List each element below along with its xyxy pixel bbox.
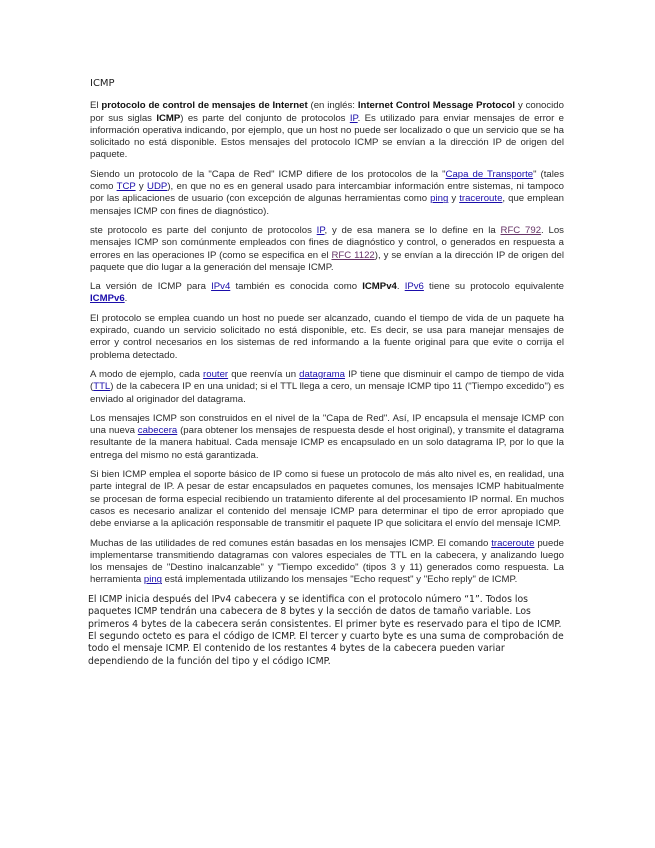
link-ipv4[interactable]: IPv4 [211, 281, 231, 293]
link-router[interactable]: router [203, 368, 229, 380]
link-ping[interactable]: ping [143, 574, 162, 586]
link-ip[interactable]: IP [316, 224, 325, 236]
link-traceroute[interactable]: traceroute [491, 537, 535, 549]
paragraph-example: A modo de ejemplo, cada router que reenvía un datagrama IP tiene que disminuir el campo de tiempo de vida (TTL) de la cabecera IP en una unidad; si el TTL llega a cero, un mensaje ICMP tipo 11 ("Tiempo excedido") es enviado al originador del datagrama. [90, 368, 564, 405]
link-udp[interactable]: UDP [147, 181, 168, 193]
link-datagrama[interactable]: datagrama [299, 368, 346, 380]
link-ping[interactable]: ping [430, 193, 449, 205]
link-tcp[interactable]: TCP [116, 181, 136, 193]
bold-term: Internet Control Message Protocol [357, 100, 516, 112]
paragraph-intro: El protocolo de control de mensajes de Internet (en inglés: Internet Control Message Protocol y conocido por sus siglas ICMP) es parte del conjunto de protocolos IP. Es utilizado para enviar mensajes de error e información operativa indicando, por ejemplo, que un host no puede ser localizado o que un servicio que se ha solicitado no está disponible. Estos mensajes del protocolo ICMP se envían a la dirección IP de origen del paquete. [90, 100, 564, 161]
link-cabecera[interactable]: cabecera [137, 425, 178, 437]
paragraph-rfc: ste protocolo es parte del conjunto de protocolos IP, y de esa manera se lo define en la RFC 792. Los mensajes ICMP son comúnmente empleados con fines de diagnóstico y control, o generados en respuesta a errores en las operaciones IP (como se especifica en el RFC 1122), y se envían a la dirección IP de origen del paquete que dio lugar a la generación del mensaje ICMP. [90, 224, 565, 273]
link-ttl[interactable]: TTL [93, 381, 111, 393]
link-traceroute[interactable]: traceroute [459, 193, 503, 205]
paragraph-header-structure: El ICMP inicia después del IPv4 cabecera y se identifica con el protocolo número “1”. Todos los paquetes ICMP tendrán una cabecera de 8 bytes y la sección de datos de tamaño variable. Los primeros 4 bytes de la cabecera serán consistentes. El primer byte es reservado para el tipo de ICMP. El segundo octeto es para el código de ICMP. El tercer y cuarto byte es una suma de comprobación de todo el mensaje ICMP. El contenido de los restantes 4 bytes de la cabecera pueden variar dependiendo de la función del tipo y el código ICMP. [88, 593, 564, 667]
link-transport-layer[interactable]: Capa de Transporte [445, 168, 534, 180]
paragraph-network-layer: Siendo un protocolo de la "Capa de Red" ICMP difiere de los protocolos de la "Capa de Transporte" (tales como TCP y UDP), en que no es en general usado para intercambiar información entre sistemas, ni tampoco por las aplicaciones de usuario (con excepción de algunas herramientas como ping y traceroute, que emplean mensajes ICMP con fines de diagnóstico). [90, 168, 565, 217]
paragraph-integral: Si bien ICMP emplea el soporte básico de IP como si fuese un protocolo de más alto nivel es, en realidad, una parte integral de IP. A pesar de estar encapsulados en paquetes comunes, los mensajes ICMP habitualmente se procesan de forma especial recibiendo un tratamiento diferente al del procesamiento IP normal. En muchos casos es necesario analizar el contenido del mensaje ICMP para determinar el tipo de error apropiado que debe enviarse a la aplicación responsable de transmitir el paquete IP que solicitara el envío del mensaje ICMP. [90, 469, 564, 530]
link-rfc-792[interactable]: RFC 792 [500, 224, 542, 236]
link-rfc-1122[interactable]: RFC 1122 [331, 249, 375, 261]
document-title: ICMP [90, 78, 115, 89]
paragraph-versions: La versión de ICMP para IPv4 también es conocida como ICMPv4. IPv6 tiene su protocolo equivalente ICMPv6. [90, 281, 564, 305]
paragraph-usage: El protocolo se emplea cuando un host no puede ser alcanzado, cuando el tiempo de vida de un paquete ha expirado, cuando un servicio solicitado no está disponible, etc. Es decir, se usa para manejar mensajes de error y control necesarios en los sistemas de red informando a la fuente original para que evite o corrija el problema detectado. [90, 312, 564, 361]
bold-term: ICMP [156, 112, 181, 124]
paragraph-utilities: Muchas de las utilidades de red comunes están basadas en los mensajes ICMP. El comando traceroute puede implementarse transmitiendo datagramas con valores especiales de TTL en la cabecera, y analizando luego los mensajes de "Destino inalcanzable" y "Tiempo excedido" (tipos 3 y 11) generados como respuesta. La herramienta ping está implementada utilizando los mensajes "Echo request" y "Echo reply" de ICMP. [90, 537, 565, 586]
paragraph-encapsulation: Los mensajes ICMP son construidos en el nivel de la "Capa de Red". Así, IP encapsula el mensaje ICMP con una nueva cabecera (para obtener los mensajes de respuesta desde el host original), y transmite el datagrama resultante de la manera habitual. Cada mensaje ICMP es encapsulado en un solo datagrama IP, por lo que la entrega del mismo no está garantizada. [90, 412, 564, 461]
link-ip[interactable]: IP [349, 112, 358, 124]
bold-term: protocolo de control de mensajes de Internet [101, 100, 308, 112]
bold-term: ICMPv4 [362, 281, 397, 293]
link-ipv6[interactable]: IPv6 [404, 281, 424, 293]
document-page [90, 78, 564, 675]
link-icmpv6[interactable]: ICMPv6 [90, 293, 125, 305]
